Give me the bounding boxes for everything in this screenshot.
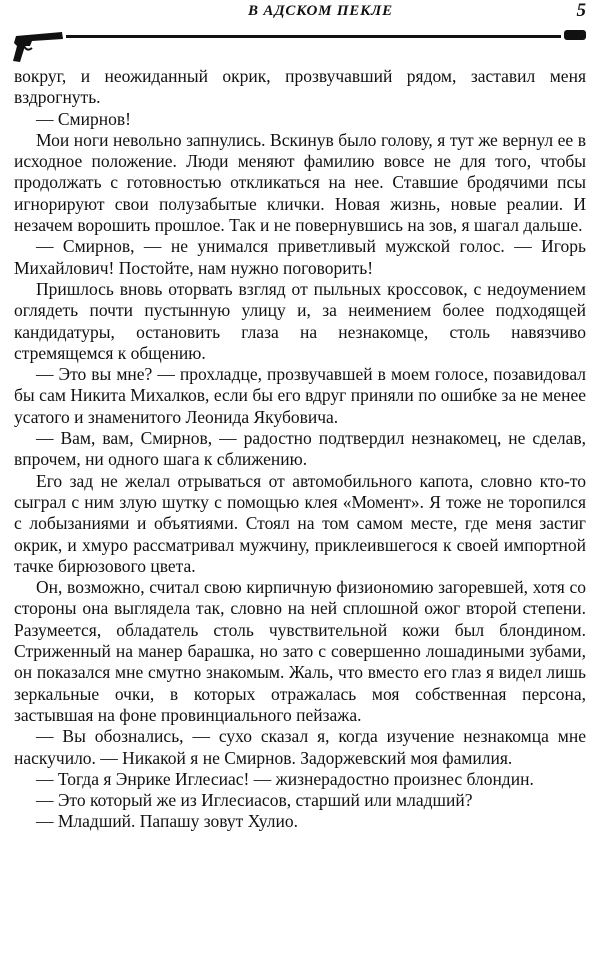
paragraph: — Это вы мне? — прохладце, прозвучавшей в моем голосе, позавидовал бы сам Никита Михалков, если бы его вдруг приняли по ошибке за не менее усатого и знаменитого Леонида Якубовича. <box>14 364 586 427</box>
pistol-icon <box>8 26 66 66</box>
paragraph: — Вы обознались, — сухо сказал я, когда изучение незнакомца мне наскучило. — Никакой я не Смирнов. Задоржевский моя фамилия. <box>14 726 586 768</box>
paragraph: — Это который же из Иглесиасов, старший или младший? <box>36 790 473 811</box>
paragraph: Его зад не желал отрываться от автомобильного капота, словно кто-то сыграл с ним злую шутку с помощью клея «Момент». Я тоже не торопился с лобызаниями и объятиями. Стоял на том самом месте, где меня застиг окрик, и хмуро рассматривал мужчину, приклеившегося к своей импортной тачке бирюзового цвета. <box>14 470 586 576</box>
paragraph: — Смирнов, — не унимался приветливый мужской голос. — Игорь Михайлович! Постойте, нам нужно поговорить! <box>14 236 586 278</box>
page-header <box>0 0 600 40</box>
page-number: 5 <box>576 0 586 21</box>
paragraph: Пришлось вновь оторвать взгляд от пыльных кроссовок, с недоумением оглядеть почти пустынную улицу и, за неимением более подходящей кандидатуры, остановить глаза на незнакомце, столь навязчиво стремящемся к общению. <box>14 278 586 363</box>
body-text <box>14 66 586 833</box>
paragraph: — Тогда я Энрике Иглесиас! — жизнерадостно произнес блондин. <box>36 768 534 789</box>
paragraph: Мои ноги невольно запнулись. Вскинув было голову, я тут же вернул ее в исходное положение. Люди меняют фамилию вовсе не для того, чтобы продолжать с готовностью откликаться на нее. Ставшие бродячими псы игнорируют свои полузабытые клички. Новая жизнь, новые реалии. И незачем ворошить прошлое. Так и не повернувшись на зов, я шагал дальше. <box>14 129 586 236</box>
running-title: В АДСКОМ ПЕКЛЕ <box>248 3 393 19</box>
paragraph: Он, возможно, считал свою кирпичную физиономию загоревшей, хотя со стороны она выглядела так, словно на ней сплошной ожог второй степени. Разумеется, обладатель столь чувствительной кожи был блондином. Стриженный на манер барашка, но зато с совершенно лошадиными зубами, он показался мне смутно знакомым. Жаль, что вместо его глаз я видел лишь зеркальные очки, в которых отражалась моя собственная персона, застывшая на фоне провинциального пейзажа. <box>14 577 586 725</box>
paragraph: вокруг, и неожиданный окрик, прозвучавший рядом, заставил меня вздрогнуть. <box>14 66 586 108</box>
header-rule <box>66 35 561 38</box>
paragraph: — Смирнов! <box>36 108 131 129</box>
paragraph: — Младший. Папашу зовут Хулио. <box>36 811 299 832</box>
header-rule-end <box>564 30 586 40</box>
paragraph: — Вам, вам, Смирнов, — радостно подтвердил незнакомец, не сделав, впрочем, ни одного шага к сближению. <box>14 428 586 470</box>
